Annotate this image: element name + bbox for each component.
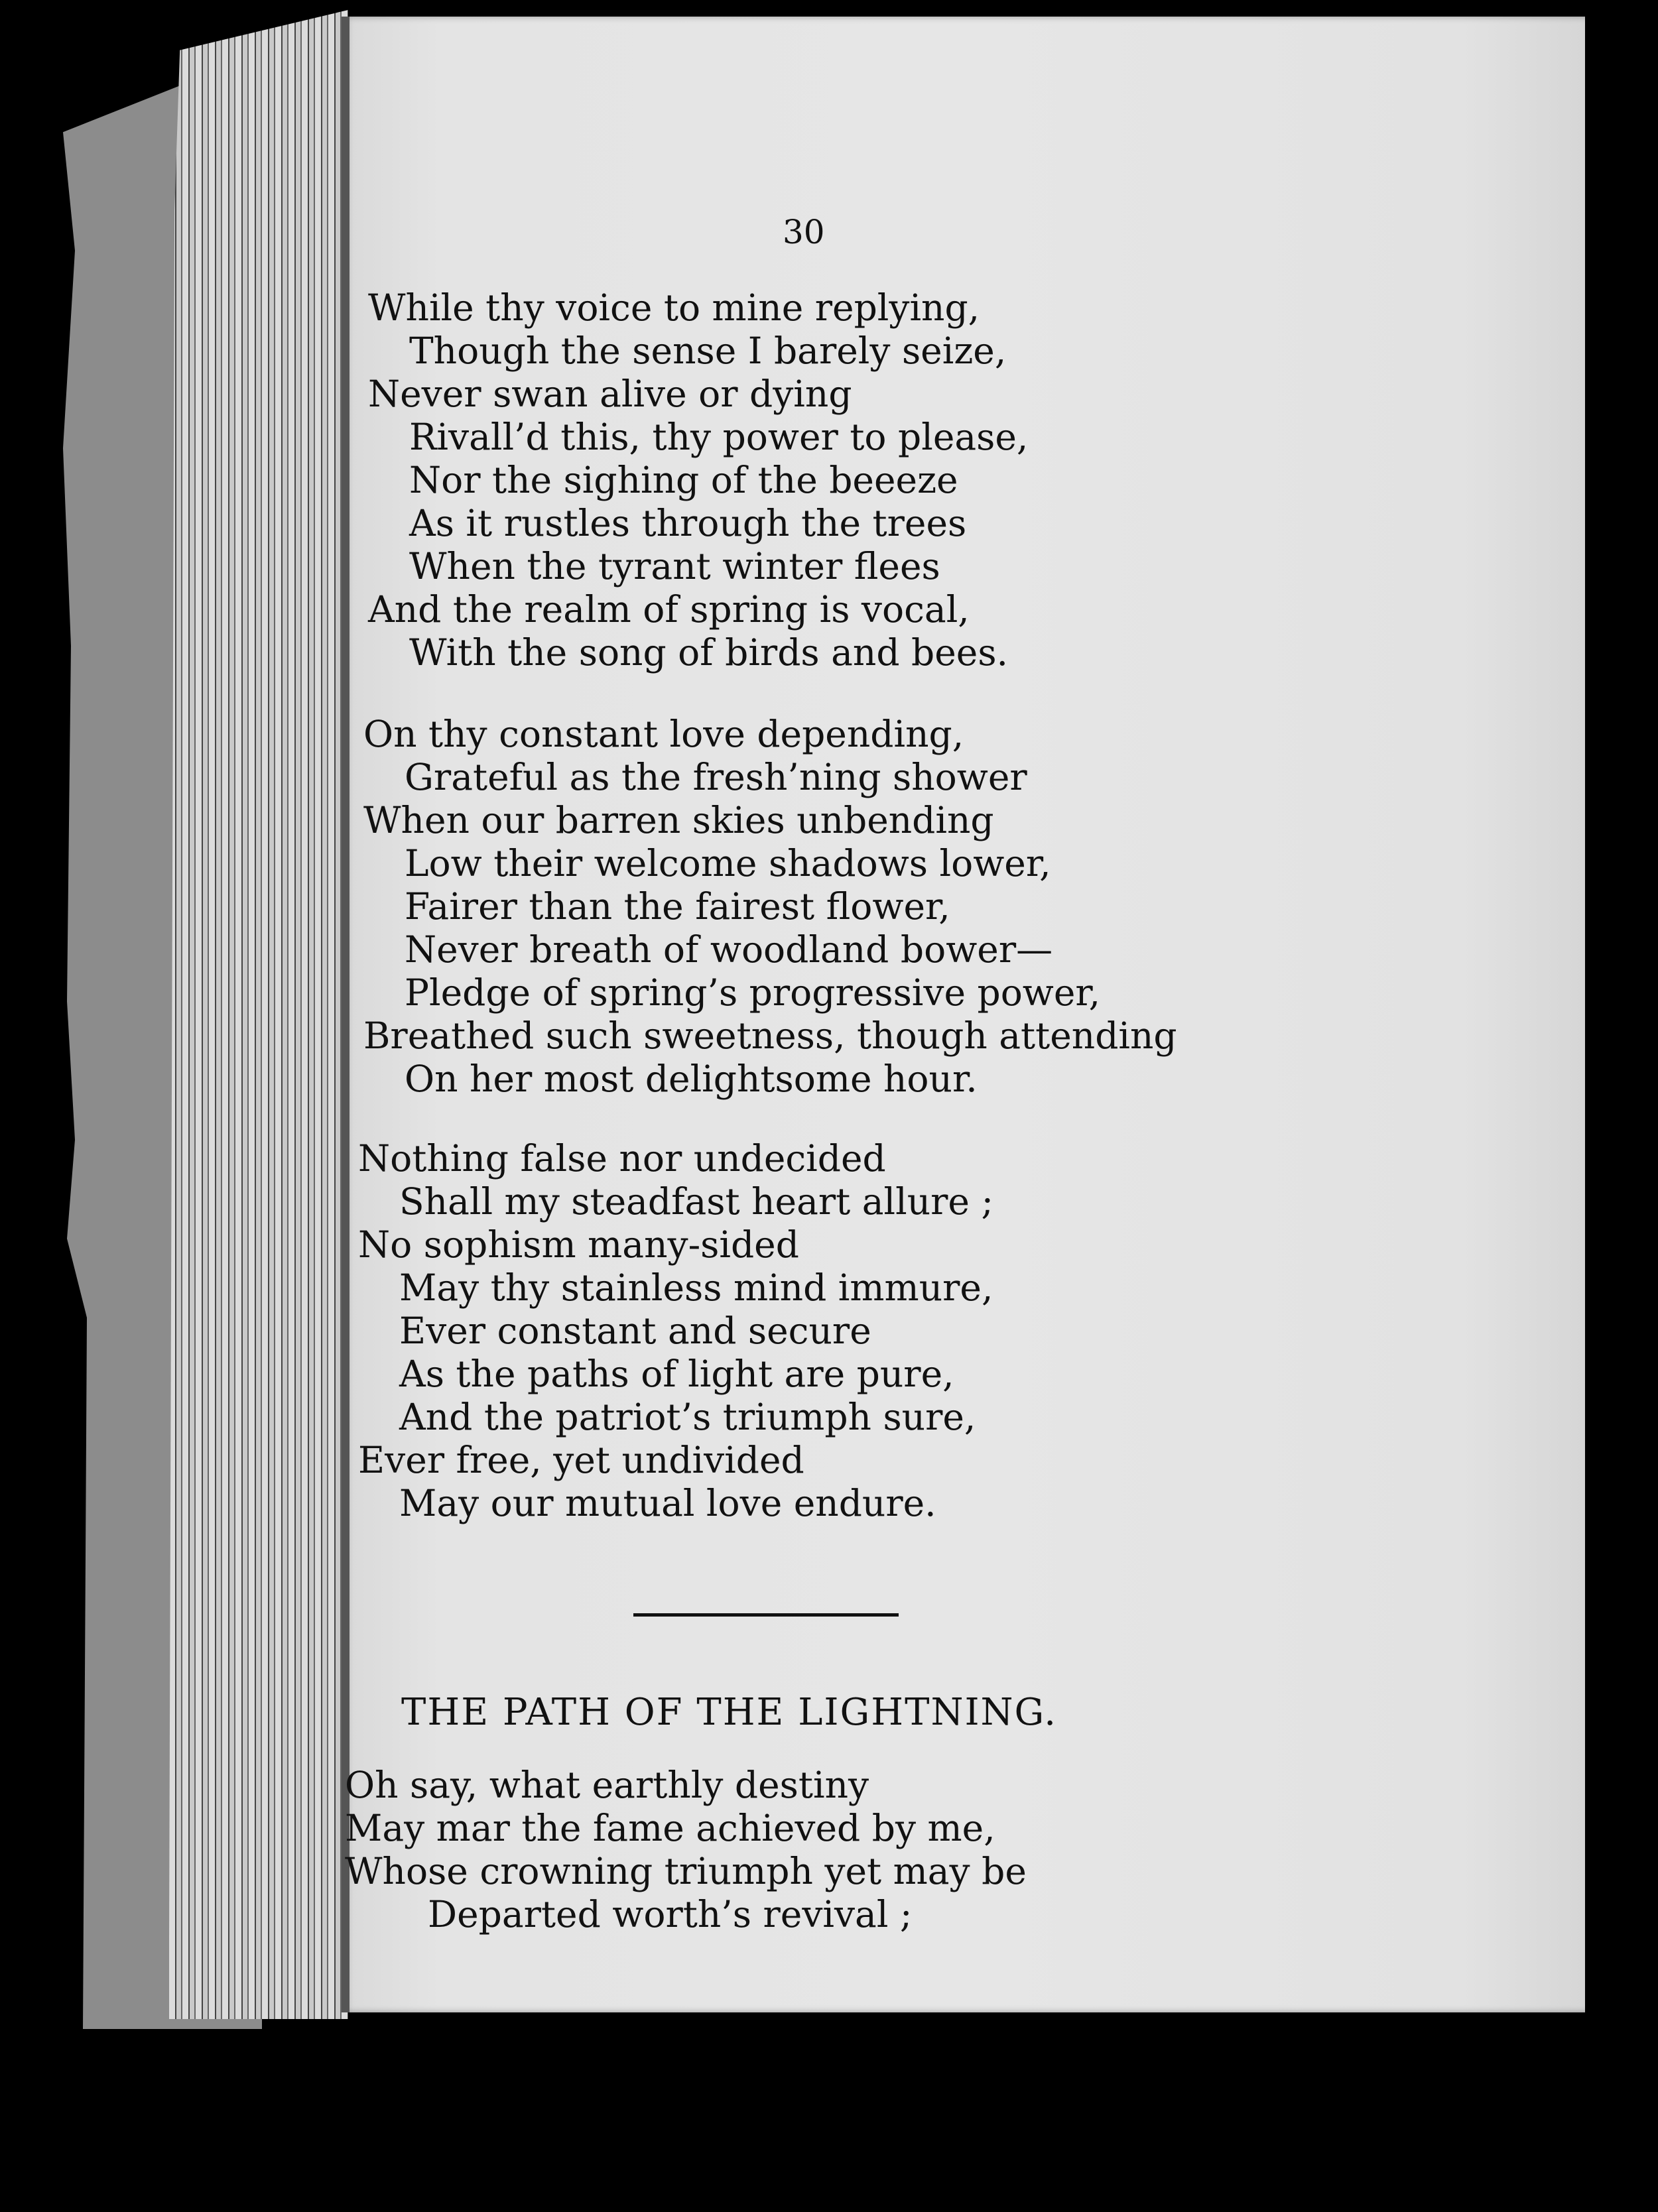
- poem-line: Departed worth’s revival ;: [428, 1893, 913, 1936]
- poem-line: Ever constant and secure: [399, 1310, 871, 1352]
- section-divider: [633, 1613, 899, 1617]
- poem-line: Low their welcome shadows lower,: [405, 842, 1051, 885]
- poem-line: Grateful as the fresh’ning shower: [405, 756, 1027, 798]
- poem-line: Breathed such sweetness, though attending: [363, 1014, 1177, 1057]
- poem-line: May our mutual love endure.: [399, 1482, 936, 1524]
- poem-line: Nothing false nor undecided: [358, 1137, 886, 1180]
- poem-line: On her most delightsome hour.: [405, 1058, 978, 1100]
- poem-line: Ever free, yet undivided: [358, 1439, 804, 1481]
- page-gutter: [342, 17, 350, 2012]
- stanza: [345, 1764, 1027, 1936]
- poem-line: Though the sense I barely seize,: [409, 330, 1007, 372]
- poem-line: When the tyrant winter flees: [409, 545, 940, 587]
- poem-line: On thy constant love depending,: [363, 713, 964, 755]
- poem-line: With the song of birds and bees.: [409, 631, 1009, 674]
- page-number: 30: [783, 213, 825, 251]
- poem-line: Oh say, what earthly destiny: [345, 1764, 869, 1806]
- poem-line: Whose crowning triumph yet may be: [345, 1850, 1027, 1892]
- poem-title: THE PATH OF THE LIGHTNING.: [401, 1691, 1058, 1734]
- poem-line: May mar the fame achieved by me,: [345, 1807, 995, 1849]
- poem-line: Never breath of woodland bower—: [405, 928, 1053, 971]
- stanza: [363, 713, 1177, 1101]
- poem-line: Fairer than the fairest flower,: [405, 885, 950, 928]
- page-edges: [169, 10, 348, 2019]
- poem-line: May thy stainless mind immure,: [399, 1266, 993, 1309]
- poem-line: When our barren skies unbending: [363, 799, 994, 841]
- poem-line: Shall my steadfast heart allure ;: [399, 1180, 993, 1223]
- poem-line: Nor the sighing of the beeeze: [409, 459, 958, 501]
- stanza: [358, 1137, 993, 1525]
- poem-line: Rivall’d this, thy power to please,: [409, 416, 1029, 458]
- stanza: [368, 286, 1028, 674]
- poem-line: As it rustles through the trees: [409, 502, 967, 544]
- poem-line: And the patriot’s triumph sure,: [399, 1396, 976, 1438]
- poem-line: While thy voice to mine replying,: [368, 286, 980, 329]
- poem-line: Never swan alive or dying: [368, 373, 852, 415]
- poem-line: As the paths of light are pure,: [399, 1353, 954, 1395]
- poem-line: Pledge of spring’s progressive power,: [405, 971, 1101, 1014]
- poem-line: And the realm of spring is vocal,: [368, 588, 970, 631]
- poem-line: No sophism many-sided: [358, 1223, 799, 1266]
